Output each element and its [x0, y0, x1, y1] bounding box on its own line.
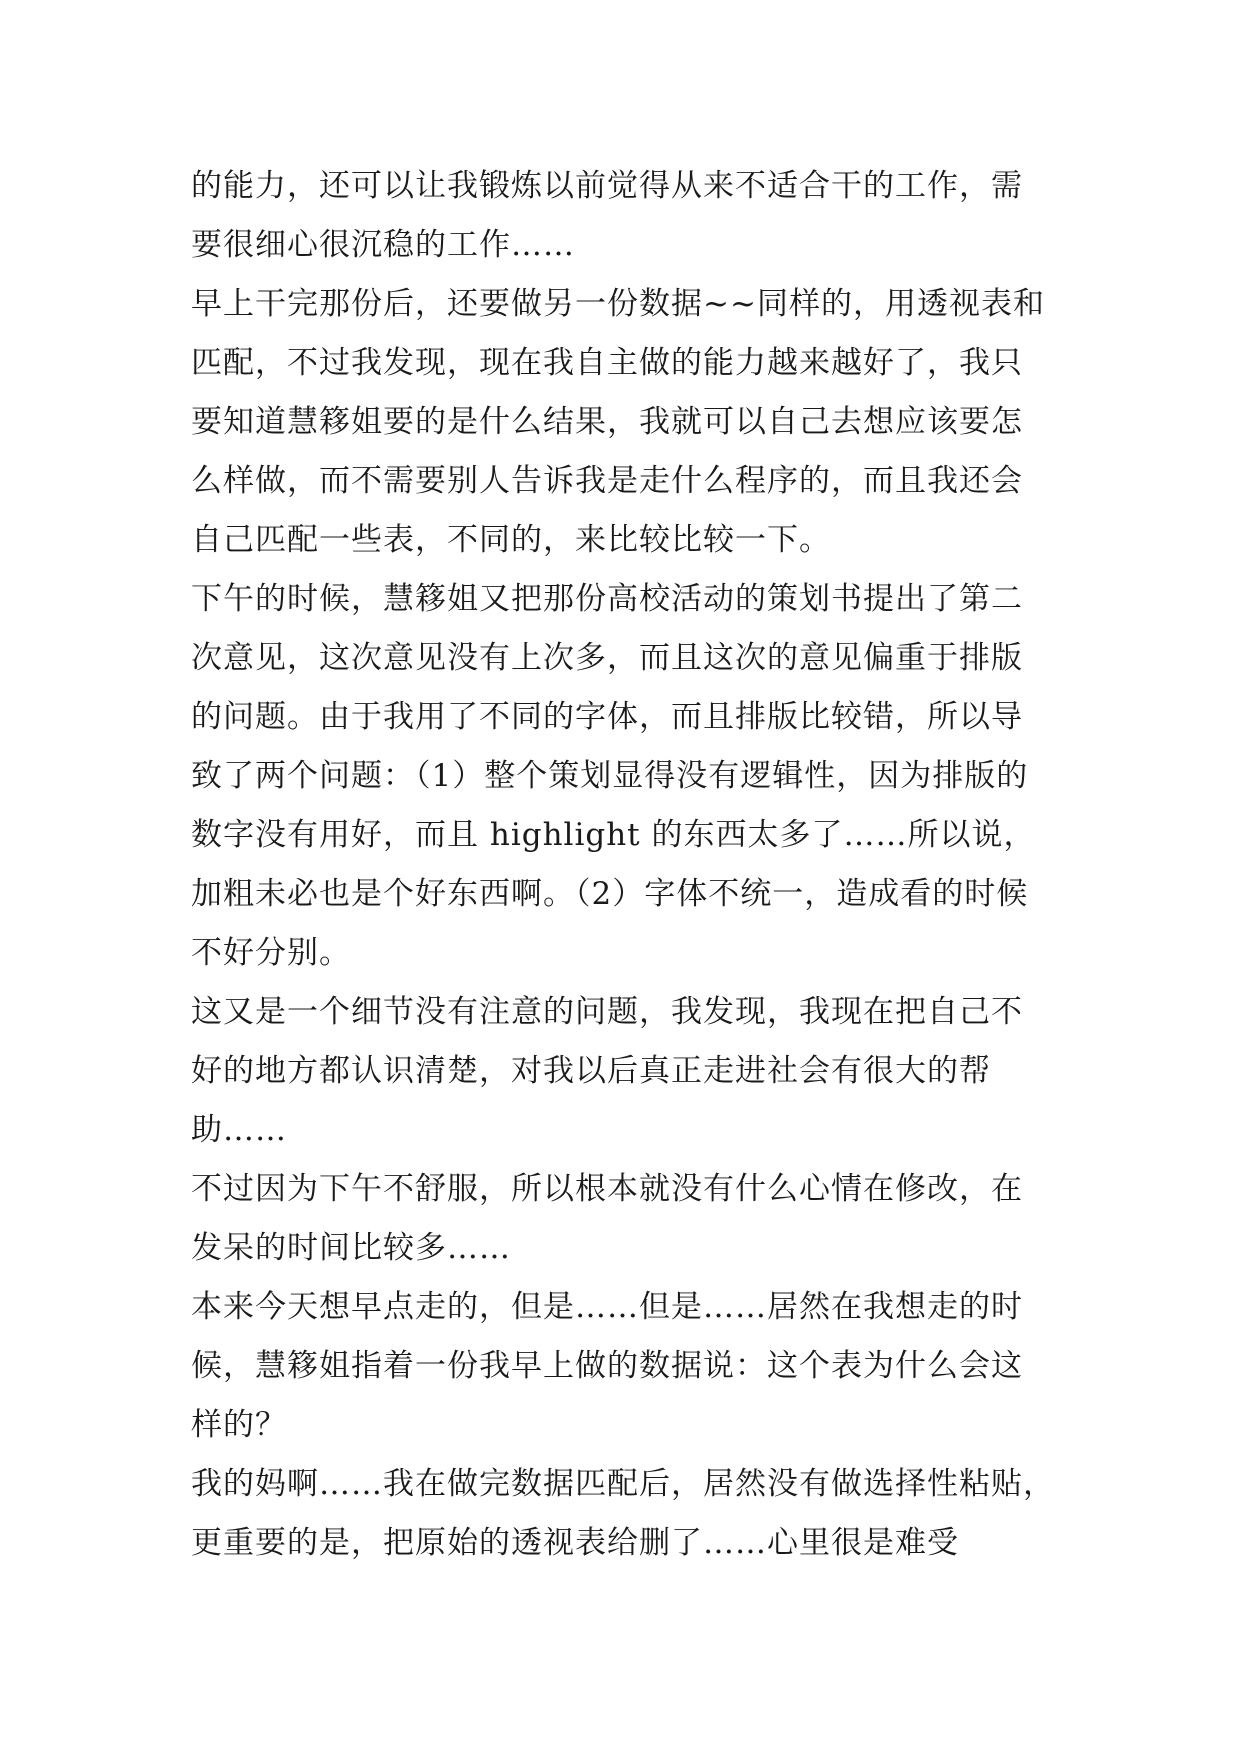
text-line: 下午的时候，慧簃姐又把那份高校活动的策划书提出了第二 — [191, 581, 1023, 617]
text-line: 数字没有用好，而且 highlight 的东西太多了……所以说， — [191, 817, 1036, 853]
text-line: 发呆的时间比较多…… — [191, 1230, 511, 1266]
text-line: 自己匹配一些表，不同的，来比较比较一下。 — [191, 522, 831, 558]
text-line: 的问题。由于我用了不同的字体，而且排版比较错，所以导 — [191, 699, 1023, 735]
text-line: 不过因为下午不舒服，所以根本就没有什么心情在修改，在 — [191, 1171, 1023, 1207]
text-line: 匹配，不过我发现，现在我自主做的能力越来越好了，我只 — [191, 345, 1023, 381]
text-line: 助…… — [191, 1112, 287, 1148]
text-line: 我的妈啊……我在做完数据匹配后，居然没有做选择性粘贴， — [191, 1466, 1055, 1502]
text-line: 要知道慧簃姐要的是什么结果，我就可以自己去想应该要怎 — [191, 404, 1023, 440]
text-line: 样的？ — [191, 1407, 287, 1443]
text-line: 这又是一个细节没有注意的问题，我发现，我现在把自己不 — [191, 994, 1023, 1030]
text-line: 早上干完那份后，还要做另一份数据~~同样的，用透视表和 — [191, 286, 1045, 322]
text-line: 候，慧簃姐指着一份我早上做的数据说：这个表为什么会这 — [191, 1348, 1023, 1384]
text-line: 致了两个问题：（1）整个策划显得没有逻辑性，因为排版的 — [191, 758, 1029, 794]
body-text — [191, 157, 1055, 1573]
text-line: 要很细心很沉稳的工作…… — [191, 227, 575, 263]
text-line: 不好分别。 — [191, 935, 351, 971]
text-line: 的能力，还可以让我锻炼以前觉得从来不适合干的工作，需 — [191, 168, 1023, 204]
text-line: 更重要的是，把原始的透视表给删了……心里很是难受 — [191, 1525, 959, 1561]
text-line: 好的地方都认识清楚，对我以后真正走进社会有很大的帮 — [191, 1053, 991, 1089]
text-line: 本来今天想早点走的，但是……但是……居然在我想走的时 — [191, 1289, 1023, 1325]
text-line: 次意见，这次意见没有上次多，而且这次的意见偏重于排版 — [191, 640, 1023, 676]
text-line: 么样做，而不需要别人告诉我是走什么程序的，而且我还会 — [191, 463, 1023, 499]
text-line: 加粗未必也是个好东西啊。（2）字体不统一，造成看的时候 — [191, 876, 1029, 912]
